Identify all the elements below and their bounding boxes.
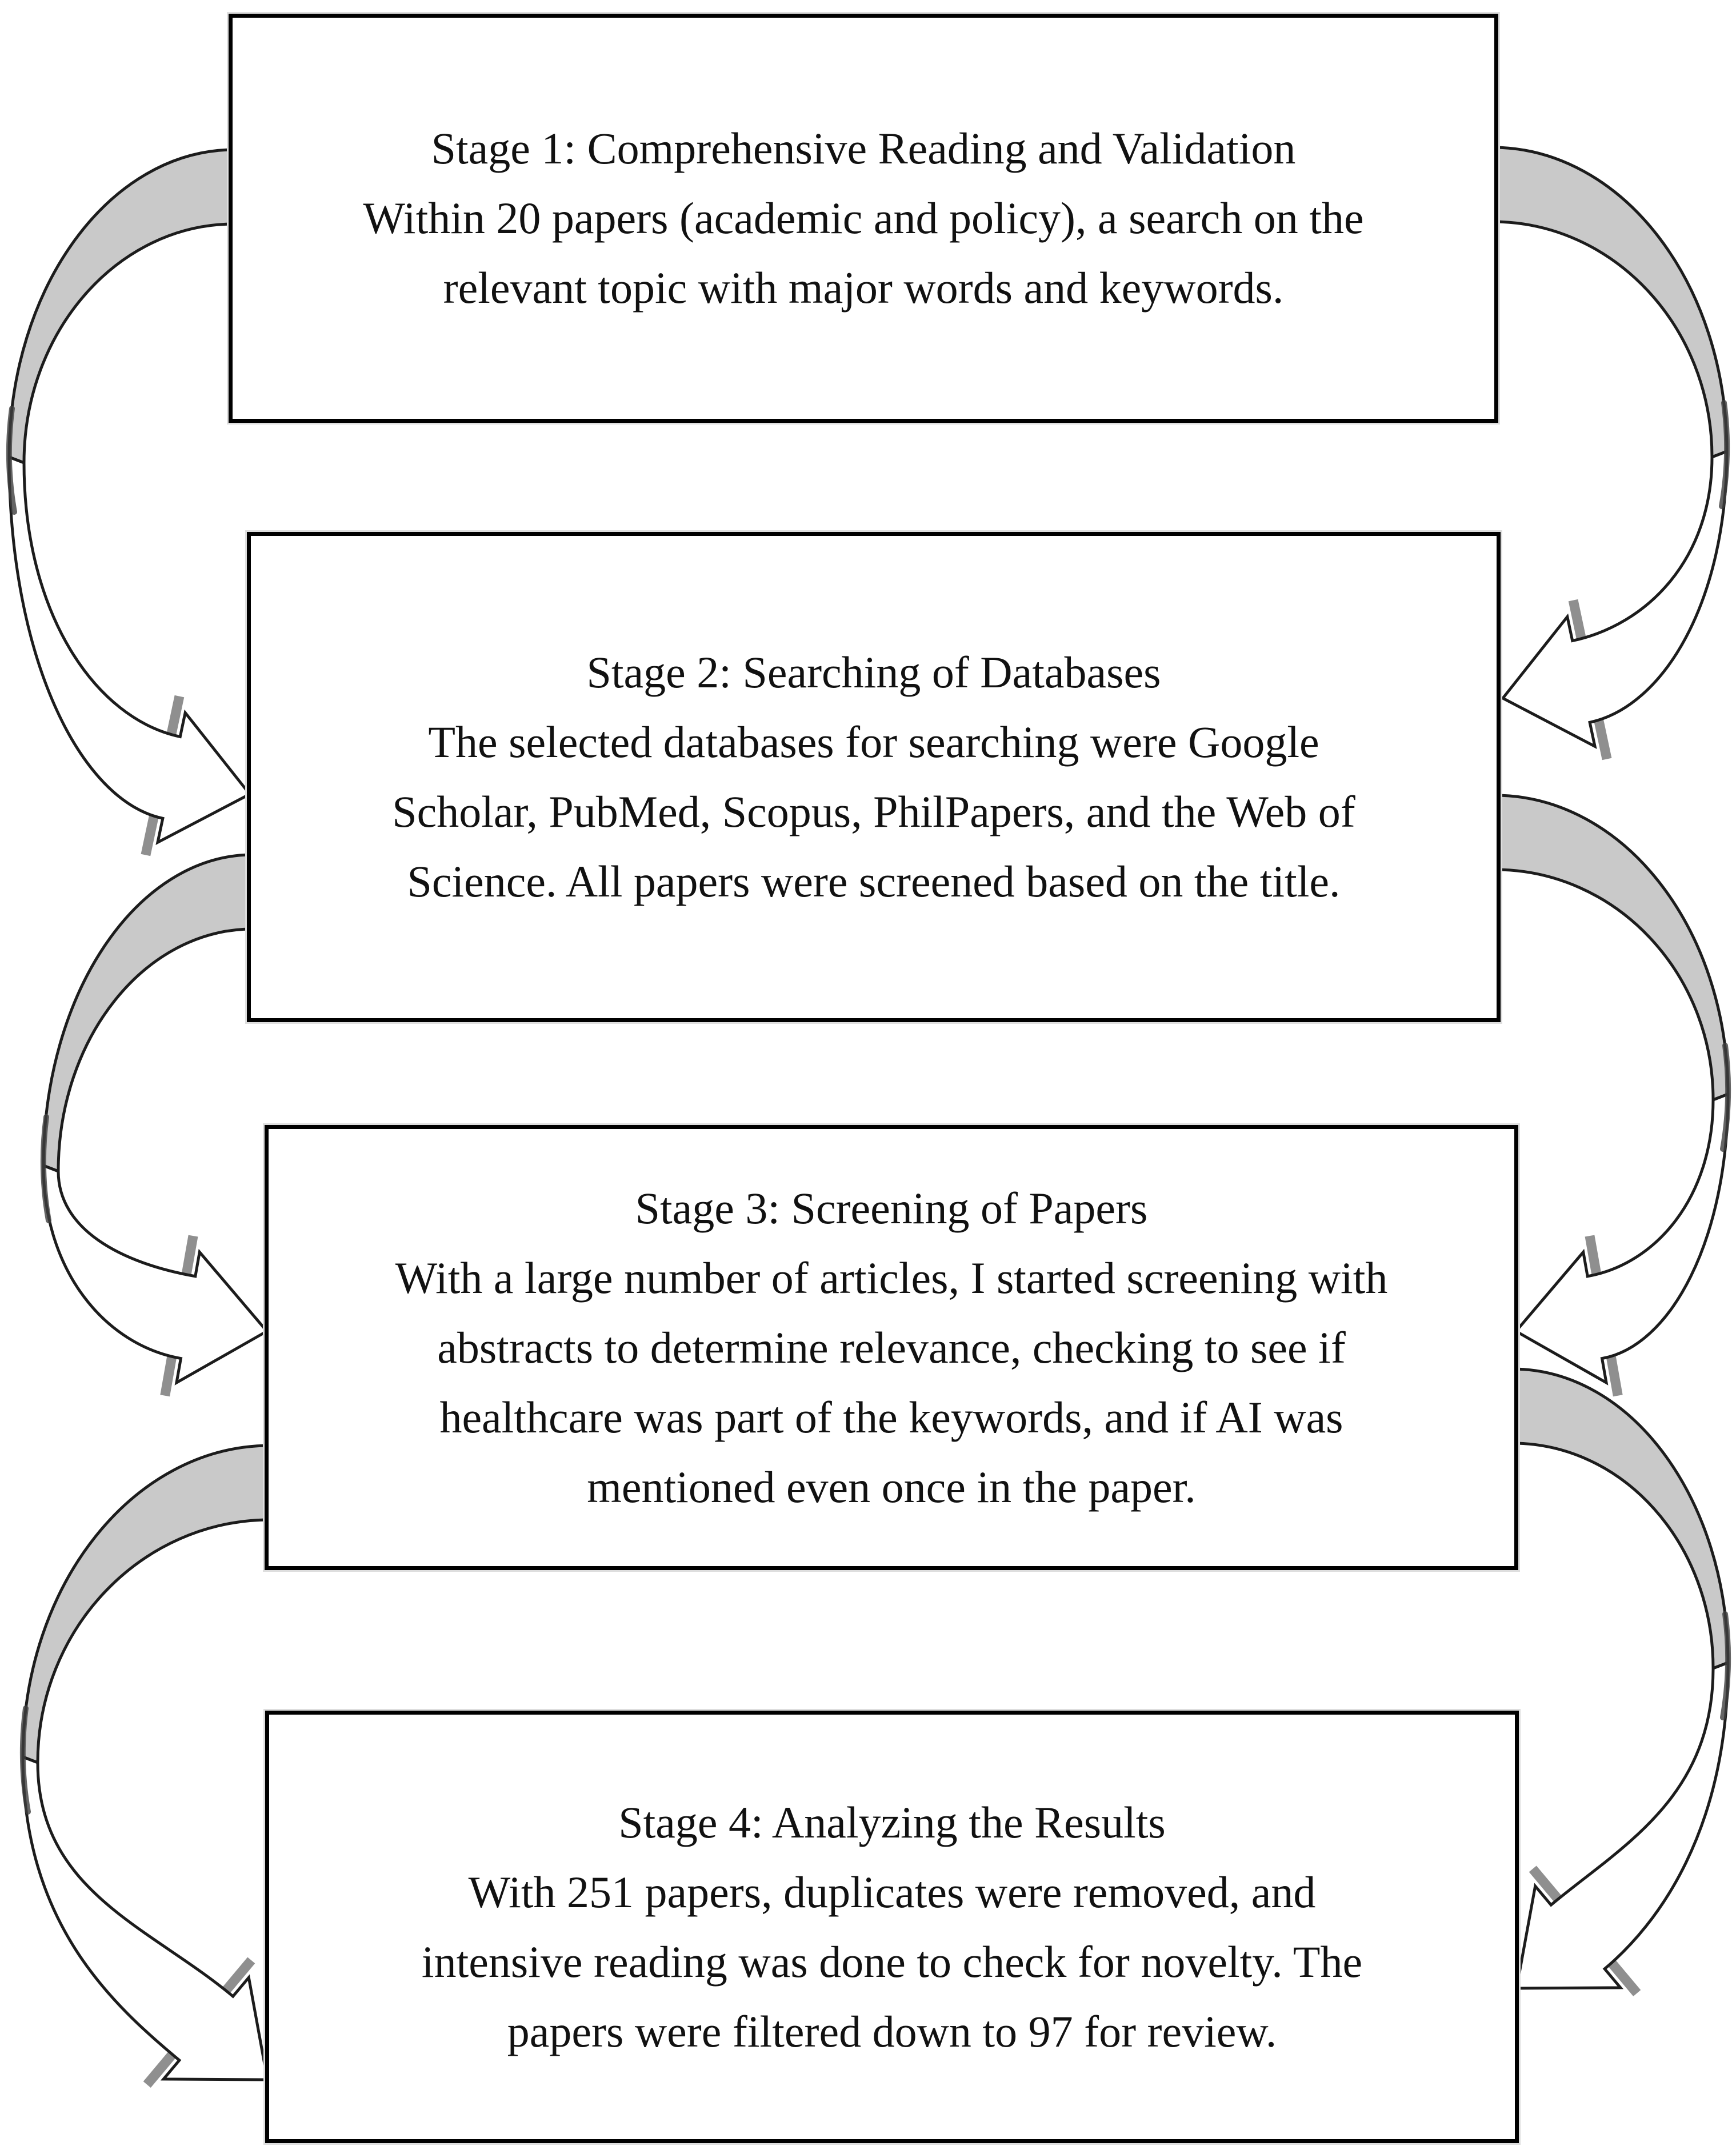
curved-arrow-stage-1-to-stage-2-right (1493, 147, 1727, 759)
curved-arrow-stage-2-to-stage-3-left (43, 855, 267, 1396)
stage-3-line: healthcare was part of the keywords, and if AI was (439, 1392, 1343, 1442)
stage-1-line: Within 20 papers (academic and policy), a search on the (363, 193, 1364, 243)
stage-2-line: Scholar, PubMed, Scopus, PhilPapers, and the Web of (392, 787, 1355, 836)
stage-2-text (251, 638, 1497, 916)
stage-4-box (265, 1711, 1519, 2143)
stage-1-box (229, 14, 1498, 423)
curved-arrow-stage-3-to-stage-4-right (1513, 1369, 1728, 1993)
stage-3-title: Stage 3: Screening of Papers (635, 1183, 1148, 1233)
stage-3-line: With a large number of articles, I started screening with (395, 1252, 1388, 1303)
stage-4-text (269, 1788, 1515, 2067)
stage-2-box (247, 532, 1501, 1022)
stage-4-line: With 251 papers, duplicates were removed, and (468, 1867, 1316, 1917)
stage-2-title: Stage 2: Searching of Databases (586, 647, 1161, 697)
stage-3-line: mentioned even once in the paper. (587, 1462, 1196, 1512)
stage-2-line: The selected databases for searching were Google (428, 717, 1319, 767)
curved-arrow-stage-2-to-stage-3-right (1495, 795, 1728, 1396)
stage-3-box (265, 1125, 1518, 1570)
stage-4-line: papers were filtered down to 97 for review. (507, 2006, 1277, 2056)
stage-3-text (269, 1174, 1514, 1522)
stage-1-title: Stage 1: Comprehensive Reading and Validation (431, 123, 1296, 173)
stage-1-line: relevant topic with major words and keywords. (443, 263, 1284, 313)
curved-arrow-stage-1-to-stage-2-left (9, 150, 250, 855)
stage-1-text (233, 114, 1494, 323)
stage-3-line: abstracts to determine relevance, checking to see if (437, 1322, 1346, 1372)
curved-arrow-stage-3-to-stage-4-left (23, 1446, 270, 2085)
stage-2-line: Science. All papers were screened based on the title. (407, 856, 1341, 906)
stage-4-title: Stage 4: Analyzing the Results (618, 1797, 1166, 1847)
stage-4-line: intensive reading was done to check for novelty. The (421, 1936, 1363, 1987)
